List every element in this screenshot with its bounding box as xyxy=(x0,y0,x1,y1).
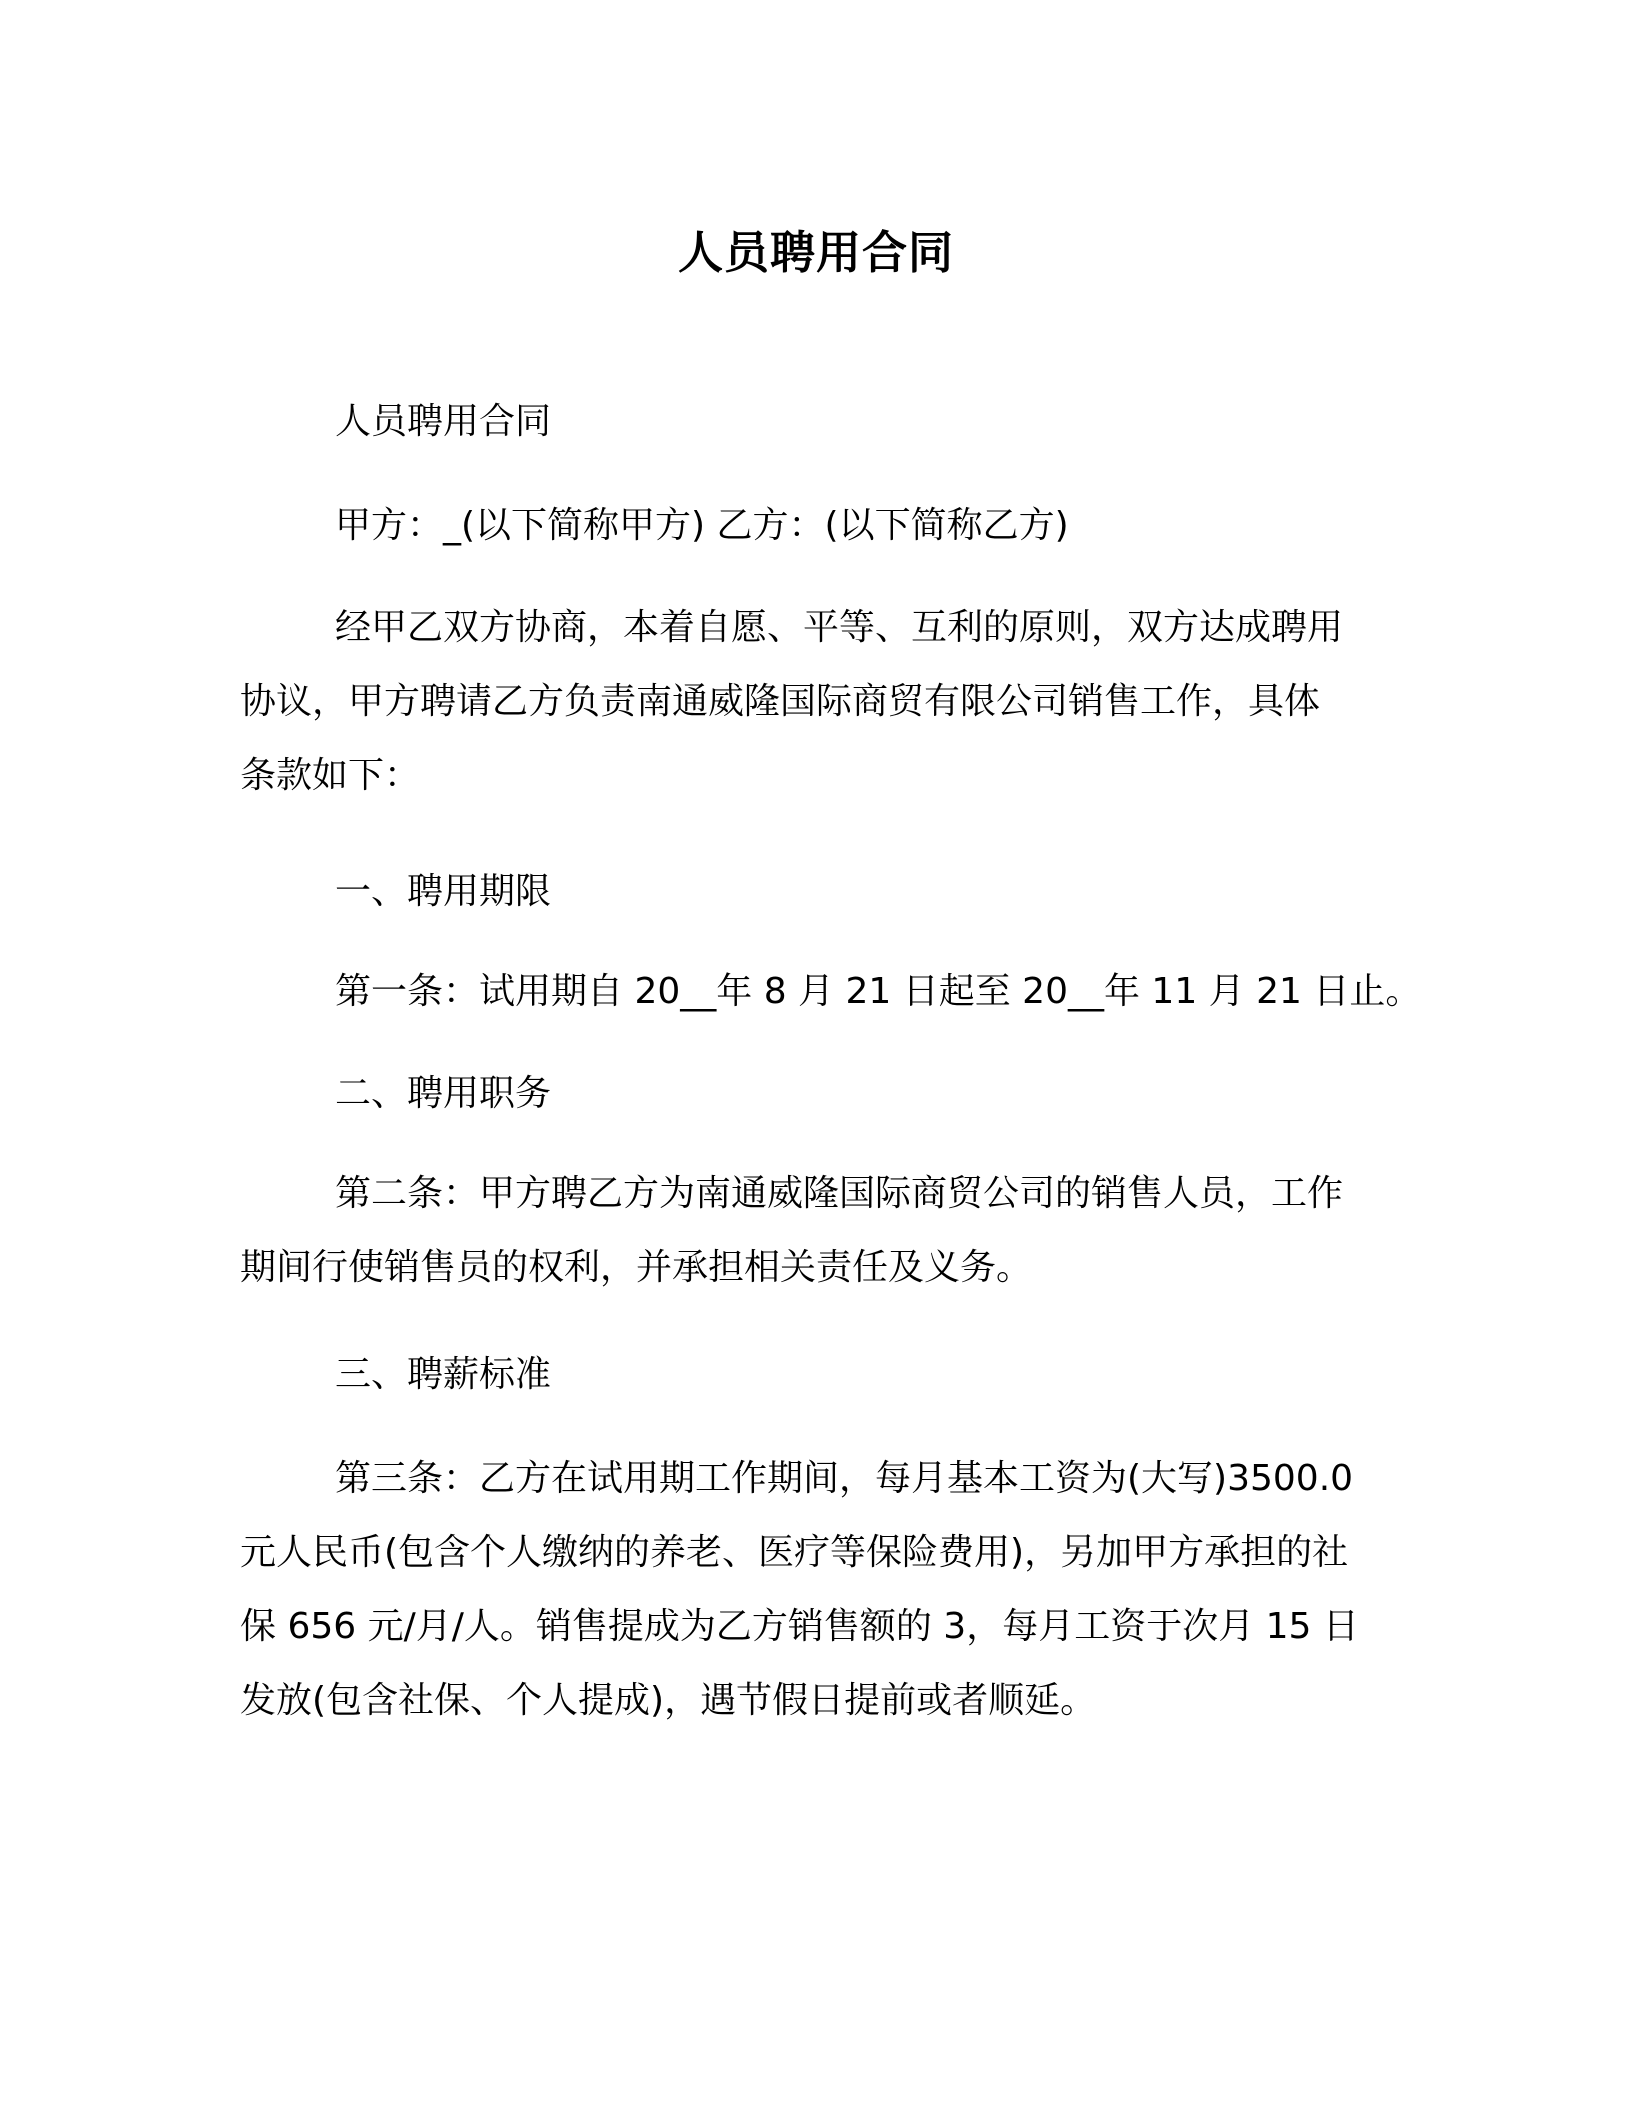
intro-line-3: 条款如下： xyxy=(240,755,421,796)
article2 xyxy=(240,1157,1410,1305)
section2-heading xyxy=(240,1057,1410,1131)
article1 xyxy=(240,955,1422,1029)
article1-text: 第一条：试用期自 20__年 8 月 21 日起至 20__年 11 月 21 日止。 xyxy=(335,971,1422,1012)
section1-heading xyxy=(240,855,1410,929)
article3-line-4: 发放(包含社保、个人提成)，遇节假日提前或者顺延。 xyxy=(240,1680,1097,1721)
intro-paragraph xyxy=(240,591,1410,813)
article3-line-2: 元人民币(包含个人缴纳的养老、医疗等保险费用)，另加甲方承担的社 xyxy=(240,1532,1349,1573)
parties-line xyxy=(240,489,1410,563)
article2-line-1: 第二条：甲方聘乙方为南通威隆国际商贸公司的销售人员，工作 xyxy=(335,1173,1344,1214)
section3-heading xyxy=(240,1338,1410,1412)
parties-text: 甲方：_(以下简称甲方) 乙方：(以下简称乙方) xyxy=(335,505,1069,546)
article3 xyxy=(240,1442,1410,1738)
article3-line-1: 第三条：乙方在试用期工作期间，每月基本工资为(大写)3500.0 xyxy=(335,1458,1354,1499)
section3-heading-text: 三、聘薪标准 xyxy=(335,1354,552,1395)
article2-line-2: 期间行使销售员的权利，并承担相关责任及义务。 xyxy=(240,1247,1033,1288)
section1-heading-text: 一、聘用期限 xyxy=(335,871,552,912)
intro-line-2: 协议，甲方聘请乙方负责南通威隆国际商贸有限公司销售工作，具体 xyxy=(240,681,1321,722)
subtitle-text: 人员聘用合同 xyxy=(335,401,552,442)
article3-line-3: 保 656 元/月/人。销售提成为乙方销售额的 3，每月工资于次月 15 日 xyxy=(240,1606,1359,1647)
document-title: 人员聘用合同 xyxy=(677,226,954,279)
intro-line-1: 经甲乙双方协商，本着自愿、平等、互利的原则，双方达成聘用 xyxy=(335,607,1344,648)
document-subtitle xyxy=(240,385,1410,459)
section2-heading-text: 二、聘用职务 xyxy=(335,1073,552,1114)
